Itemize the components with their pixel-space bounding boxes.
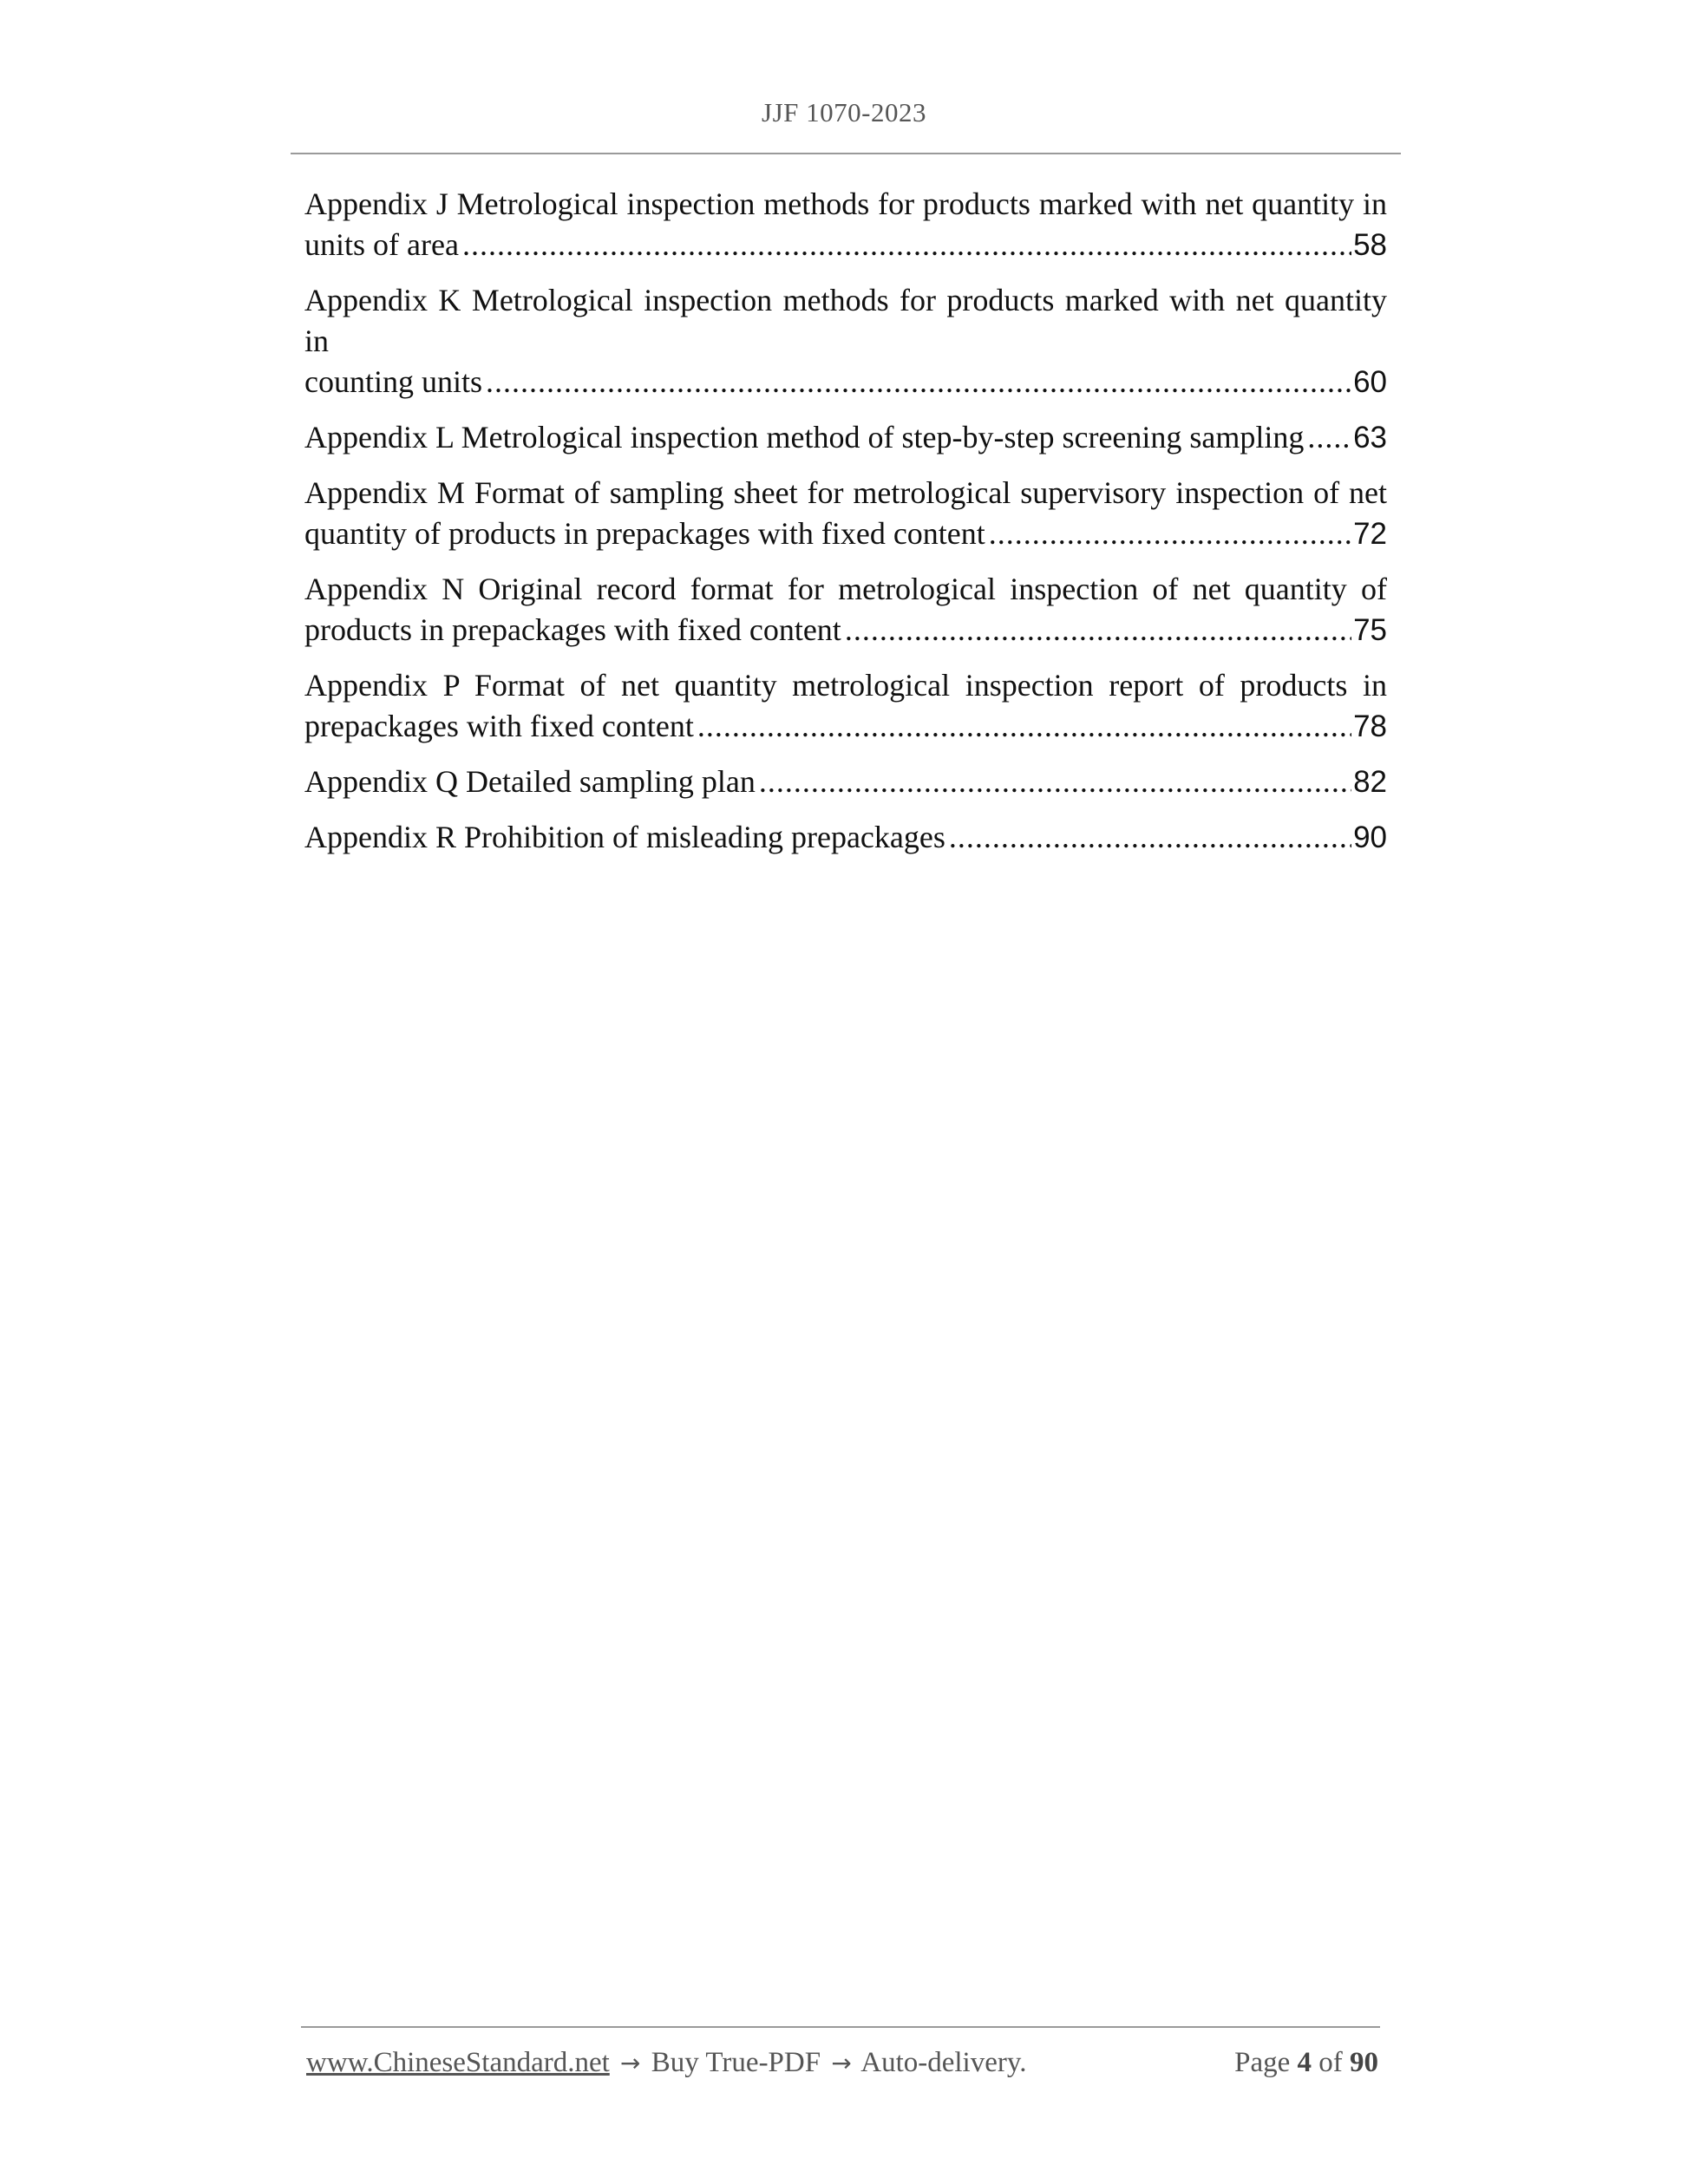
toc-entry-appendix-r[interactable] xyxy=(304,817,1387,858)
toc-entry-appendix-q[interactable] xyxy=(304,762,1387,802)
toc-entry-title-line: Appendix M Format of sampling sheet for metrological supervisory inspection of net xyxy=(304,475,1387,510)
toc-dot-leader xyxy=(759,762,1351,802)
toc-entry-title-end: quantity of products in prepackages with fixed content xyxy=(304,516,985,551)
toc-entry-appendix-m[interactable] xyxy=(304,473,1387,554)
buy-true-pdf-text: Buy True-PDF xyxy=(651,2047,821,2078)
page-header: JJF 1070-2023 xyxy=(762,97,926,128)
toc-entry-title-line: Appendix P Format of net quantity metrological inspection report of products in xyxy=(304,668,1387,703)
page-label: Page xyxy=(1234,2047,1291,2078)
total-page-count: 90 xyxy=(1350,2047,1378,2078)
toc-dot-leader xyxy=(1307,417,1351,458)
toc-entry-appendix-p[interactable] xyxy=(304,665,1387,747)
toc-entry-title-end: Appendix L Metrological inspection method of step-by-step screening sampling xyxy=(304,420,1305,454)
toc-dot-leader xyxy=(989,513,1351,554)
toc-entry-appendix-l[interactable] xyxy=(304,417,1387,458)
toc-entry-title-end: counting units xyxy=(304,364,482,399)
page-of-label: of xyxy=(1318,2047,1343,2078)
toc-page-number: 58 xyxy=(1353,228,1387,262)
toc-entry-appendix-n[interactable] xyxy=(304,569,1387,651)
header-divider xyxy=(291,153,1401,154)
toc-dot-leader xyxy=(845,610,1351,651)
toc-entry-title-end: units of area xyxy=(304,227,459,262)
toc-dot-leader xyxy=(697,706,1351,747)
arrow-right-icon: → xyxy=(620,2049,641,2077)
current-page-number: 4 xyxy=(1297,2047,1312,2078)
table-of-contents xyxy=(304,184,1387,873)
toc-page-number: 90 xyxy=(1353,821,1387,854)
toc-entry-title-line: Appendix K Metrological inspection methods for products marked with net quantity in xyxy=(304,283,1387,358)
toc-dot-leader xyxy=(462,225,1351,265)
toc-page-number: 72 xyxy=(1353,517,1387,551)
arrow-right-icon: → xyxy=(831,2049,852,2077)
footer-purchase-path xyxy=(306,2047,1026,2079)
toc-entry-title-line: Appendix N Original record format for metrological inspection of net quantity of xyxy=(304,572,1387,606)
toc-page-number: 82 xyxy=(1353,765,1387,799)
toc-entry-title-end: products in prepackages with fixed content xyxy=(304,612,841,647)
toc-entry-title-end: Appendix R Prohibition of misleading prepackages xyxy=(304,820,945,854)
toc-entry-title-line: Appendix J Metrological inspection methods for products marked with net quantity in xyxy=(304,186,1387,221)
toc-dot-leader xyxy=(486,362,1351,402)
toc-page-number: 78 xyxy=(1353,709,1387,743)
toc-page-number: 75 xyxy=(1353,613,1387,647)
page-footer xyxy=(306,2047,1378,2085)
site-link[interactable]: www.ChineseStandard.net xyxy=(306,2047,610,2078)
footer-divider xyxy=(301,2026,1380,2028)
toc-page-number: 60 xyxy=(1353,365,1387,399)
page-indicator xyxy=(1234,2047,1378,2079)
auto-delivery-text: Auto-delivery. xyxy=(860,2047,1027,2078)
toc-entry-appendix-j[interactable] xyxy=(304,184,1387,265)
toc-page-number: 63 xyxy=(1353,421,1387,454)
toc-entry-title-end: prepackages with fixed content xyxy=(304,709,694,743)
toc-entry-appendix-k[interactable] xyxy=(304,280,1387,402)
toc-dot-leader xyxy=(949,817,1351,858)
toc-entry-title-end: Appendix Q Detailed sampling plan xyxy=(304,764,756,799)
